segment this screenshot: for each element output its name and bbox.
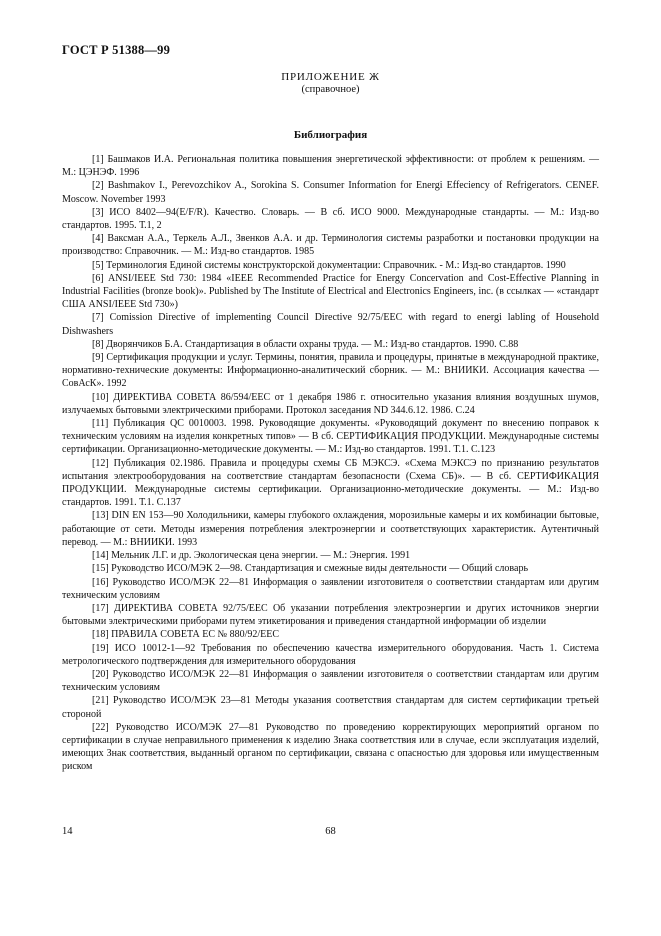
bibliography-entry: [9] Сертификация продукции и услуг. Термины, понятия, правила и процедуры, принятые в международной практике, нормативно-технические документы: Информационно-аналитический сборник. — М.: ВНИИКИ. Ассоциация качества — СовАсК». 1992 — [62, 352, 599, 390]
document-id: ГОСТ Р 51388—99 — [62, 43, 171, 57]
appendix-subtitle: (справочное) — [301, 84, 360, 95]
bibliography-entry: [8] Дворянчиков Б.А. Стандартизация в области охраны труда. — М.: Изд-во стандартов. 1990. С.88 — [92, 338, 519, 350]
bibliography-entry: [5] Терминология Единой системы конструкторской документации: Справочник. - М.: Изд-во стандартов. 1990 — [92, 259, 566, 271]
bibliography-entry: [10] ДИРЕКТИВА СОВЕТА 86/594/EEC от 1 декабря 1986 г. относительно указания влияния воздушных шумов, излучаемых бытовыми электрическими приборами. Протокол заседания ND 344.6.12. 1986. С.24 — [62, 391, 599, 416]
bibliography-entry: [12] Публикация 02.1986. Правила и процедуры схемы СБ МЭКСЭ. «Схема МЭКСЭ по признанию результатов испытания электрооборудования на соответствие стандартам безопасности (Схема СБ)». — В сб. СЕРТИФИКАЦИЯ ПРОДУКЦИИ. Международные системы сертификации. Организационно-методические документы. — М.: Изд-во стандартов. 1991. Т.1. С.137 — [62, 457, 599, 509]
bibliography-entry: [19] ИСО 10012-1—92 Требования по обеспечению качества измерительного оборудования. Часть 1. Система метрологического подтверждения для измерительного оборудования — [62, 642, 599, 667]
bibliography-entry: [4] Ваксман А.А., Теркель А.Л., Звенков А.А. и др. Терминология системы разработки и постановки продукции на производство: Справочник. — М.: Изд-во стандартов. 1985 — [62, 233, 599, 258]
bibliography-entry: [7] Comission Directive of implementing Council Directive 92/75/EEC with regard to energi labling of Household Dishwashers — [62, 312, 599, 337]
bibliography-entry: [22] Руководство ИСО/МЭК 27—81 Руководство по проведению корректирующих мероприятий органом по сертификации в случае неправильного применения к изделию Знака соответствия или в случае, если эксплуатация изделий, имеющих Знак соответствия, выданный органом по сертификации, связана с опасностью для здоровья или имущественным риском — [62, 721, 599, 773]
bibliography-entry: [13] DIN EN 153—90 Холодильники, камеры глубокого охлаждения, морозильные камеры и их комбинации бытовые, работающие от сети. Методы измерения потребления электроэнергии и соответствующих характеристик. Аутентичный перевод. — М.: ВНИИКИ. 1993 — [62, 510, 599, 548]
appendix-title: ПРИЛОЖЕНИЕ Ж — [281, 71, 380, 83]
bibliography-entry: [6] ANSI/IEEE Std 730: 1984 «IEEE Recommended Practice for Energy Concervation and Cost-Effective Planning in Industrial Facilities (bronze book)». Published by The Institute of Electrical and Electronics Engineers, inc. (в ссылках — «стандарт США ANSI/IEEE Std 730») — [62, 272, 599, 311]
bibliography-entry: [11] Публикация QC 0010003. 1998. Руководящие документы. «Руководящий документ по внесению поправок к техническим условиям на изделия конкретных типов» — В сб. СЕРТИФИКАЦИЯ ПРОДУКЦИИ. Международные системы сертификации. Организационно-методические документы. — М.: Изд-во стандартов. 1991. Т.1. С.123 — [62, 418, 599, 456]
page-number-left: 14 — [62, 826, 73, 837]
bibliography-entry: [2] Bashmakov I., Perevozchikov A., Sorokina S. Consumer Information for Energi Effeciency of Refrigerators. CENEF. Moscow. November 1993 — [62, 180, 599, 205]
bibliography-entry: [3] ИСО 8402—94(E/F/R). Качество. Словарь. — В сб. ИСО 9000. Международные стандарты. — М.: Изд-во стандартов. 1995. Т.1, 2 — [62, 206, 599, 232]
bibliography-entry: [20] Руководство ИСО/МЭК 22—81 Информация о заявлении изготовителя о соответствии стандартам или другим техническим условиям — [62, 668, 599, 694]
bibliography-title: Библиография — [293, 129, 368, 141]
bibliography-entry: [16] Руководство ИСО/МЭК 22—81 Информация о заявлении изготовителя о соответствии стандартам или другим техническим условиям — [62, 576, 599, 601]
bibliography-entry: [21] Руководство ИСО/МЭК 23—81 Методы указания соответствия стандартам для систем сертификации третьей стороной — [62, 695, 599, 720]
page-number-center: 68 — [325, 826, 336, 837]
bibliography-entry: [1] Башмаков И.А. Региональная политика повышения энергетической эффективности: от проблем к решениям. — М.: ЦЭНЭФ. 1996 — [62, 154, 599, 179]
bibliography-entry: [18] ПРАВИЛА СОВЕТА ЕС № 880/92/EEC — [92, 629, 280, 641]
bibliography-entry: [15] Руководство ИСО/МЭК 2—98. Стандартизация и смежные виды деятельности — Общий словарь — [92, 563, 529, 575]
bibliography-list — [62, 153, 599, 774]
bibliography-entry: [17] ДИРЕКТИВА СОВЕТА 92/75/EEC Об указании потребления электроэнергии и других источников энергии бытовыми электрическими приборами путем этикетирования и приведения стандартной информации об изделии — [62, 602, 599, 628]
bibliography-entry: [14] Мельник Л.Г. и др. Экологическая цена энергии. — М.: Энергия. 1991 — [92, 550, 411, 562]
